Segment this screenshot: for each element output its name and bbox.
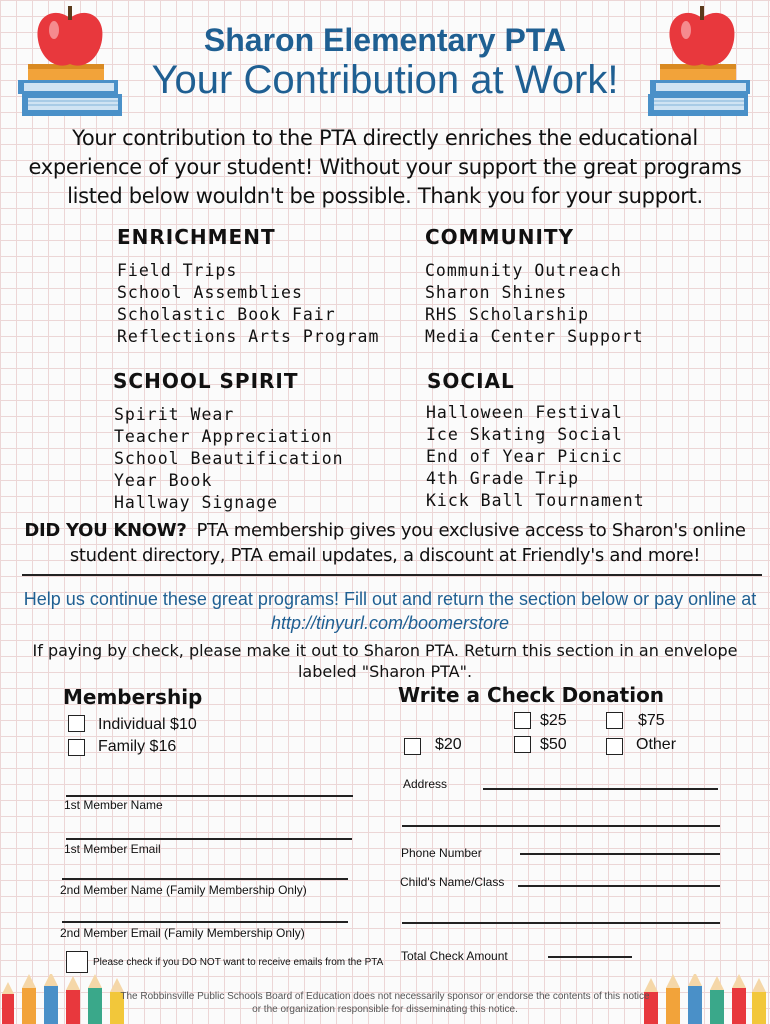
list-item: Kick Ball Tournament (426, 491, 645, 510)
address-field[interactable] (483, 788, 718, 790)
amount-25-label: $25 (540, 712, 567, 729)
store-link[interactable]: http://tinyurl.com/boomerstore (270, 613, 510, 633)
child-class-field[interactable] (518, 885, 720, 887)
amount-25-checkbox[interactable] (514, 712, 531, 729)
list-item: Teacher Appreciation (114, 427, 333, 446)
amount-75-checkbox[interactable] (606, 712, 623, 729)
second-member-email-field[interactable] (62, 921, 348, 923)
enrichment-list (117, 260, 379, 348)
did-you-know-text: PTA membership gives you exclusive access to Sharon's online student directory, PTA email updates, a discount at Friendly's and more! (69, 520, 746, 566)
individual-label: Individual $10 (98, 716, 197, 733)
list-item: Halloween Festival (426, 403, 623, 422)
second-member-name-label: 2nd Member Name (Family Membership Only) (60, 883, 307, 897)
list-item: Reflections Arts Program (117, 327, 380, 346)
amount-other-checkbox[interactable] (606, 738, 623, 755)
list-item: 4th Grade Trip (426, 469, 580, 488)
phone-label: Phone Number (401, 846, 482, 860)
first-member-name-label: 1st Member Name (64, 798, 163, 812)
family-checkbox[interactable] (68, 739, 85, 756)
amount-50-label: $50 (540, 736, 567, 753)
donation-heading: Write a Check Donation (398, 683, 665, 707)
email-optout-checkbox[interactable] (66, 951, 88, 973)
footer-disclaimer: The Robbinsville Public Schools Board of Education does not necessarily sponsor or endorse the contents of this notice or the organization responsible for disseminating this notice. (120, 991, 650, 1015)
second-member-email-label: 2nd Member Email (Family Membership Only) (60, 926, 305, 940)
total-amount-field[interactable] (548, 956, 632, 958)
help-text (20, 587, 760, 635)
page-title: Your Contribution at Work! (151, 58, 619, 102)
pencils-icon-right (640, 974, 770, 1024)
membership-heading: Membership (63, 685, 203, 709)
individual-checkbox[interactable] (68, 715, 85, 732)
list-item: Sharon Shines (425, 283, 568, 302)
amount-other-label: Other (636, 736, 677, 753)
check-instructions: If paying by check, please make it out to Sharon PTA. Return this section in an envelope labeled "Sharon PTA". (32, 641, 738, 681)
amount-20-label: $20 (435, 736, 462, 753)
list-item: Field Trips (117, 261, 238, 280)
first-member-name-field[interactable] (66, 795, 353, 797)
did-you-know-label: DID YOU KNOW? (24, 520, 187, 541)
pencils-icon-left (0, 974, 135, 1024)
divider (22, 574, 762, 576)
phone-field[interactable] (520, 853, 720, 855)
list-item: Hallway Signage (114, 493, 279, 512)
total-amount-label: Total Check Amount (401, 949, 508, 963)
list-item: Community Outreach (425, 261, 622, 280)
community-list (425, 260, 644, 348)
address-field-line-2[interactable] (402, 825, 720, 827)
list-item: End of Year Picnic (426, 447, 623, 466)
social-list (426, 402, 645, 512)
first-member-email-label: 1st Member Email (64, 842, 161, 856)
social-heading: SOCIAL (427, 369, 515, 393)
enrichment-heading: ENRICHMENT (117, 225, 276, 249)
second-member-name-field[interactable] (62, 878, 348, 880)
school-spirit-heading: SCHOOL SPIRIT (113, 369, 299, 393)
list-item: RHS Scholarship (425, 305, 590, 324)
first-member-email-field[interactable] (66, 838, 352, 840)
child-class-field-line-2[interactable] (402, 922, 720, 924)
list-item: School Beautification (114, 449, 344, 468)
family-label: Family $16 (98, 738, 177, 755)
did-you-know (20, 518, 750, 568)
child-class-label: Child's Name/Class (400, 875, 505, 889)
address-label: Address (403, 777, 448, 791)
email-optout-label: Please check if you DO NOT want to receive emails from the PTA (93, 957, 384, 968)
help-message: Help us continue these great programs! Fill out and return the section below or pay online at (23, 589, 757, 609)
list-item: Media Center Support (425, 327, 644, 346)
list-item: Spirit Wear (114, 405, 235, 424)
intro-text: Your contribution to the PTA directly enriches the educational experience of your student! Without your support the great programs listed below wouldn't be possible. Thank you for your support. (28, 126, 742, 208)
community-heading: COMMUNITY (425, 225, 575, 249)
org-name: Sharon Elementary PTA (203, 22, 567, 58)
list-item: Scholastic Book Fair (117, 305, 336, 324)
amount-20-checkbox[interactable] (404, 738, 421, 755)
list-item: Year Book (114, 471, 213, 490)
list-item: School Assemblies (117, 283, 303, 302)
amount-75-label: $75 (638, 712, 665, 729)
list-item: Ice Skating Social (426, 425, 623, 444)
school-spirit-list (114, 404, 344, 514)
amount-50-checkbox[interactable] (514, 736, 531, 753)
